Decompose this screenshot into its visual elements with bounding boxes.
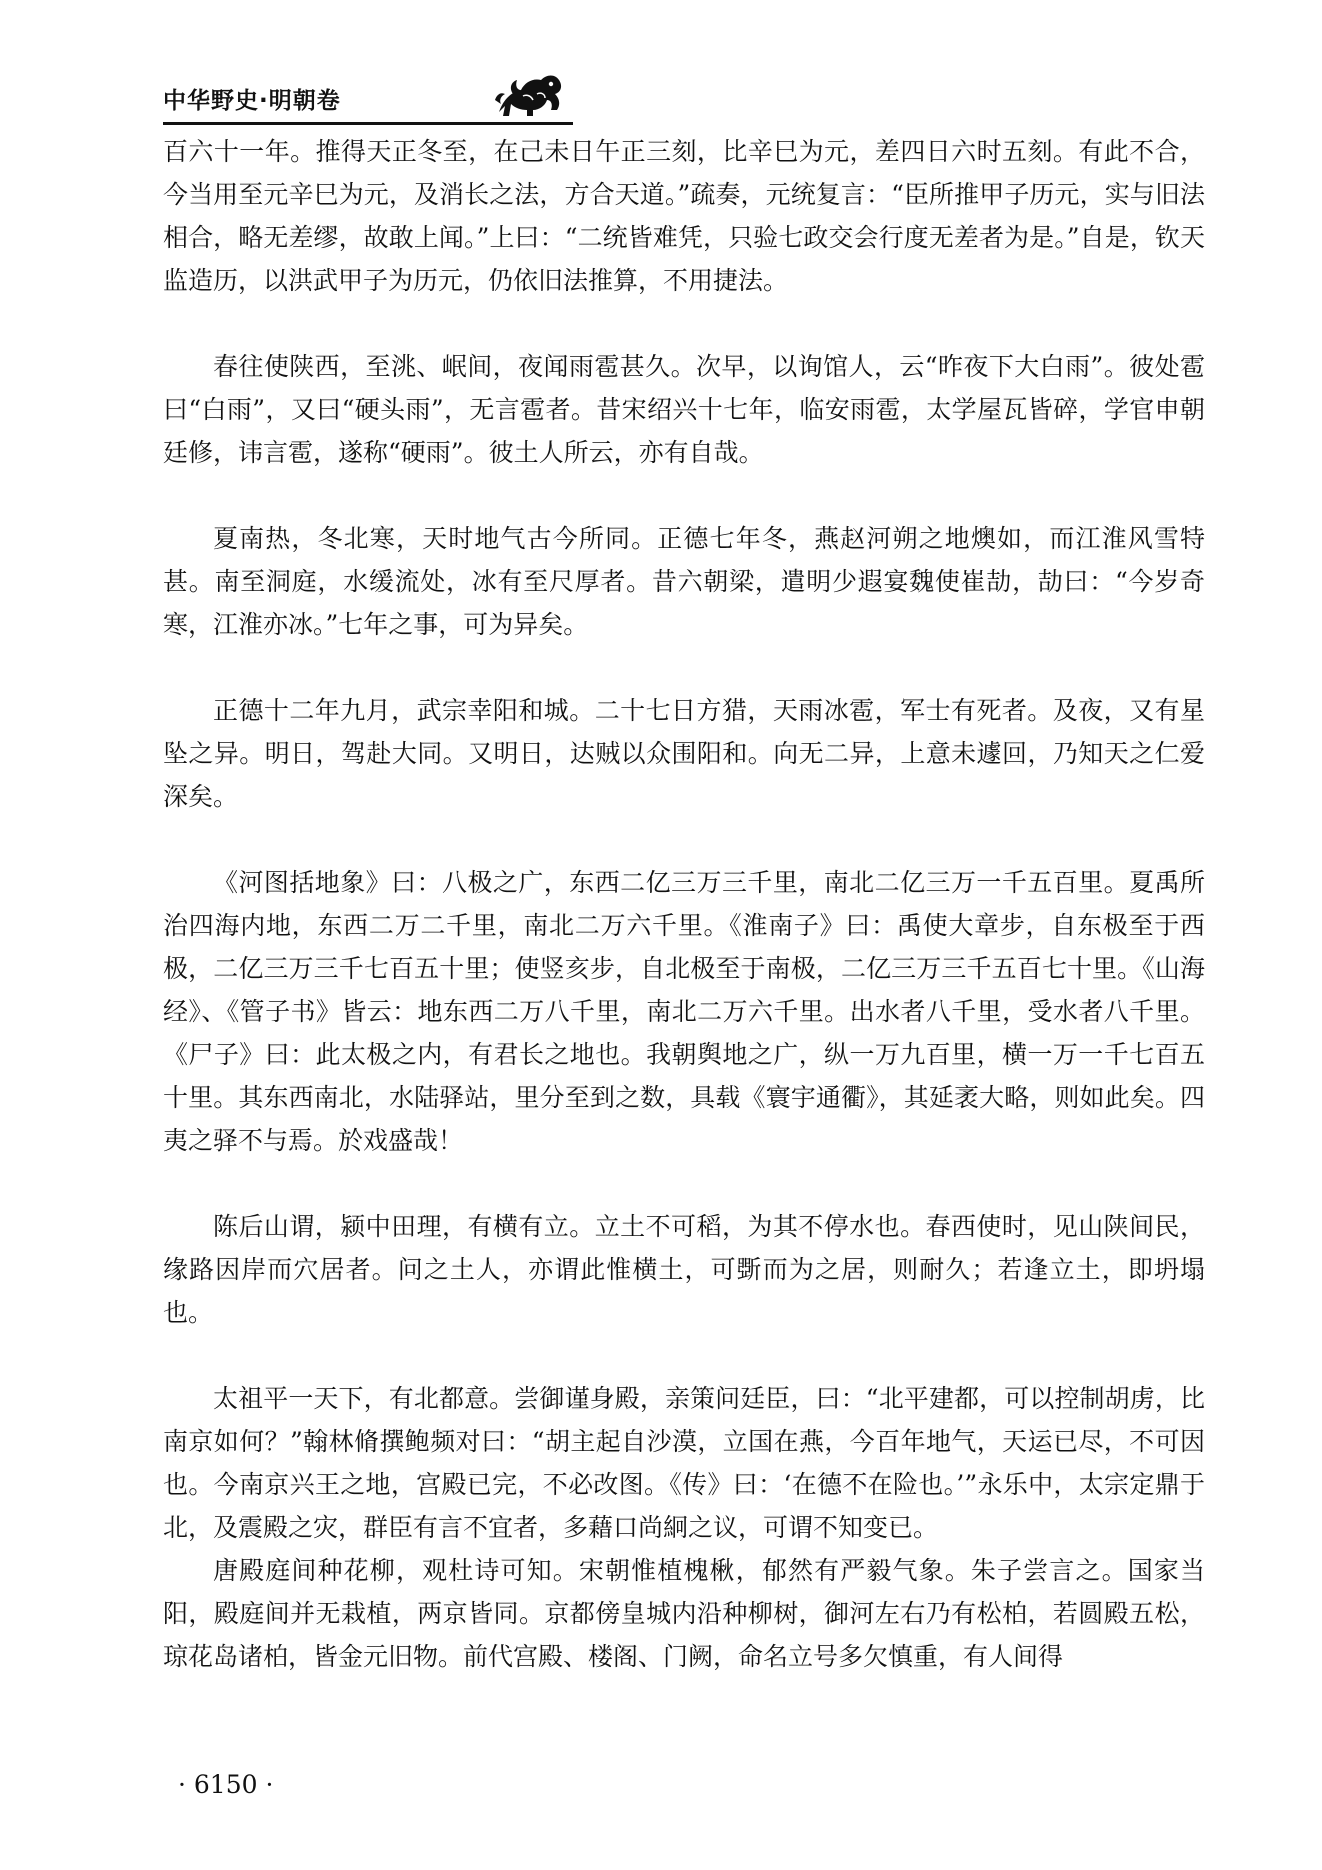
paragraph-6: 陈后山谓，颍中田理，有横有立。立土不可稻，为其不停水也。春西使时，见山陕间民，缘路因岸而穴居者。问之土人，亦谓此惟横土，可斲而为之居，则耐久；若逢立土，即坍塌也。 <box>163 1212 1205 1327</box>
paragraph-8: 唐殿庭间种花柳，观杜诗可知。宋朝惟植槐楸，郁然有严毅气象。朱子尝言之。国家当阳，殿庭间并无栽植，两京皆同。京都傍皇城内沿种柳树，御河左右乃有松柏，若圆殿五松，琼花岛诸柏，皆金元旧物。前代宫殿、楼阁、门阙，命名立号多欠慎重，有人间得 <box>163 1556 1205 1671</box>
page-number: · 6150 · <box>178 1770 274 1799</box>
running-header <box>163 70 573 126</box>
paragraph-7: 太祖平一天下，有北都意。尝御谨身殿，亲策问廷臣，曰：“北平建都，可以控制胡虏，比南京如何？”翰林脩撰鲍频对曰：“胡主起自沙漠，立国在燕，今百年地气，天运已尽，不可因也。今南京兴王之地，宫殿已完，不必改图。《传》曰：‘在德不在险也。’”永乐中，太宗定鼎于北，及震殿之灾，群臣有言不宜者，多藉口尚絅之议，可谓不知变已。 <box>163 1384 1205 1542</box>
paragraph-2: 春往使陕西，至洮、岷间，夜闻雨雹甚久。次早，以询馆人，云“昨夜下大白雨”。彼处雹曰“白雨”，又曰“硬头雨”，无言雹者。昔宋绍兴十七年，临安雨雹，太学屋瓦皆碎，学官申朝廷修，讳言雹，遂称“硬雨”。彼土人所云，亦有自哉。 <box>163 352 1205 467</box>
body-text <box>163 130 1205 1678</box>
paragraph-3: 夏南热，冬北寒，天时地气古今所同。正德七年冬，燕赵河朔之地燠如，而江淮风雪特甚。南至洞庭，水缓流处，冰有至尺厚者。昔六朝梁，遣明少遐宴魏使崔劼，劼曰：“今岁奇寒，江淮亦冰。”七年之事，可为异矣。 <box>163 524 1205 639</box>
paragraph-4: 正德十二年九月，武宗幸阳和城。二十七日方猎，天雨冰雹，军士有死者。及夜，又有星坠之异。明日，驾赴大同。又明日，达贼以众围阳和。向无二异，上意未遽回，乃知天之仁爱深矣。 <box>163 696 1205 811</box>
header-rule <box>163 122 573 125</box>
running-header-title: 中华野史·明朝卷 <box>163 88 341 114</box>
qilin-emblem-icon <box>493 70 569 120</box>
paragraph-5: 《河图括地象》曰：八极之广，东西二亿三万三千里，南北二亿三万一千五百里。夏禹所治四海内地，东西二万二千里，南北二万六千里。《淮南子》曰：禹使大章步，自东极至于西极，二亿三万三千七百五十里；使竖亥步，自北极至于南极，二亿三万三千五百七十里。《山海经》、《管子书》皆云：地东西二万八千里，南北二万六千里。出水者八千里，受水者八千里。《尸子》曰：此太极之内，有君长之地也。我朝舆地之广，纵一万九百里，横一万一千七百五十里。其东西南北，水陆驿站，里分至到之数，具载《寰宇通衢》，其延袤大略，则如此矣。四夷之驿不与焉。於戏盛哉！ <box>163 868 1205 1155</box>
paragraph-1: 百六十一年。推得天正冬至，在己未日午正三刻，比辛巳为元，差四日六时五刻。有此不合，今当用至元辛巳为元，及消长之法，方合天道。”疏奏，元统复言：“臣所推甲子历元，实与旧法相合，略无差缪，故敢上闻。”上曰：“二统皆难凭，只验七政交会行度无差者为是。”自是，钦天监造历，以洪武甲子为历元，仍依旧法推算，不用捷法。 <box>163 137 1205 295</box>
